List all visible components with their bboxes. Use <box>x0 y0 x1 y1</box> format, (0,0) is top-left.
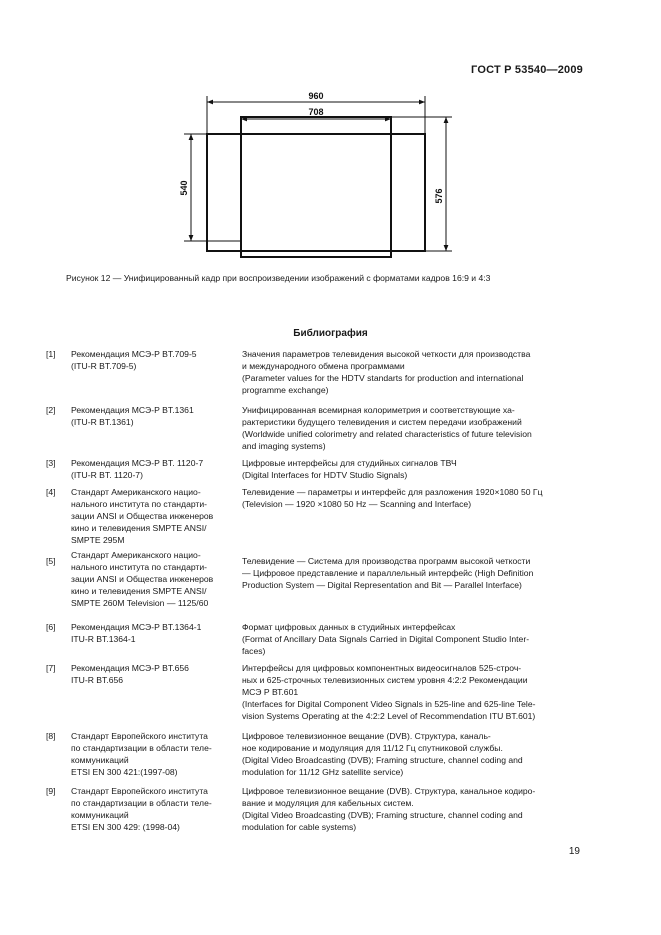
bib-entry-number: [8] <box>46 731 56 741</box>
outer-frame-rect <box>207 134 425 251</box>
bib-entry-description: Формат цифровых данных в студийных интерфейсах (Format of Ancillary Data Signals Carried in Digital Component Studio Inter- faces) <box>242 622 530 656</box>
bib-entry-number: [5] <box>46 556 56 566</box>
bib-entry-number: [9] <box>46 786 56 796</box>
unified-frame-diagram <box>0 0 661 270</box>
bib-entry-source: Стандарт Американского нацио- нального института по стандарти- зации ANSI и Общества инженеров кино и телевидения SMPTE ANSI/ SMPTE 295M <box>71 487 214 545</box>
bib-entry-description: Унифицированная всемирная колориметрия и соответствующие ха- рактеристики будущего телевидения и систем передачи изображений (Worldwide unified colorimetry and related characteristics of future television and imaging systems) <box>242 405 532 451</box>
bib-entry-description: Цифровое телевизионное вещание (DVB). Структура, каналь- ное кодирование и модуляция для 11/12 Гц спутниковой службы. (Digital Video Broadcasting (DVB); Framing structure, channel coding and modulation for 11/12 GHz satellite service) <box>242 731 523 777</box>
bib-entry-description: Цифровое телевизионное вещание (DVB). Структура, канальное кодиро- вание и модуляция для кабельных систем. (Digital Video Broadcasting (DVB); Framing structure, channel coding and modulation for cable systems) <box>242 786 536 832</box>
bib-entry-source: Рекомендация МСЭ-Р BT.709-5 (ITU-R BT.709-5) <box>71 349 197 371</box>
bib-entry-source: Стандарт Европейского института по стандартизации в области теле- коммуникаций ETSI EN 300 421:(1997-08) <box>71 731 212 777</box>
bib-entry-source: Рекомендация МСЭ-Р BT.1361 (ITU-R BT.1361) <box>71 405 194 427</box>
label-576: 576 <box>434 188 444 204</box>
bib-entry-source: Рекомендация МСЭ-Р BT. 1120-7 (ITU-R BT. 1120-7) <box>71 458 204 480</box>
bib-entry-description: Интерфейсы для цифровых компонентных видеосигналов 525-строч- ных и 625-строчных телевизионных систем уровня 4:2:2 Рекомендации МСЭ Р ВТ.601 (Interfaces for Digital Component Video Signals in 525-line and 625-line Tele- vision Systems Operating at the 4:2:2 Level of Recommendation ITU BT.601) <box>242 663 536 721</box>
bib-entry-description: Цифровые интерфейсы для студийных сигналов ТВЧ (Digital Interfaces for HDTV Studio Signals) <box>242 458 457 480</box>
label-708: 708 <box>308 107 324 117</box>
bib-entry-description: Телевидение — параметры и интерфейс для разложения 1920×1080 50 Гц (Television — 1920 ×1080 50 Hz — Scanning and Interface) <box>242 487 543 509</box>
bib-entry-source: Рекомендация МСЭ-Р BT.1364-1 ITU-R BT.1364-1 <box>71 622 202 644</box>
page-number: 19 <box>568 846 580 857</box>
bib-entry-source: Рекомендация МСЭ-Р BT.656 ITU-R BT.656 <box>71 663 189 685</box>
inner-frame-rect <box>241 117 391 257</box>
bib-entry-number: [7] <box>46 663 56 673</box>
bib-entry-number: [3] <box>46 458 56 468</box>
bib-entry-number: [1] <box>46 349 56 359</box>
bib-entry-number: [4] <box>46 487 56 497</box>
bib-entry-source: Стандарт Европейского института по стандартизации в области теле- коммуникаций ETSI EN 300 429: (1998-04) <box>71 786 212 832</box>
figure-caption: Рисунок 12 — Унифицированный кадр при воспроизведении изображений с форматами кадров 16:9 и 4:3 <box>66 273 491 283</box>
label-960: 960 <box>308 91 324 101</box>
label-540: 540 <box>179 180 189 196</box>
bib-entry-description: Телевидение — Система для производства программ высокой четкости — Цифровое представление и параллельный интерфейс (High Definition Production System — Digital Representation and Bit — Parallel Interface) <box>242 556 534 590</box>
document-standard-header: ГОСТ Р 53540—2009 <box>471 64 583 76</box>
bibliography-title: Библиография <box>293 328 368 339</box>
bib-entry-number: [2] <box>46 405 56 415</box>
bib-entry-description: Значения параметров телевидения высокой четкости для производства и международного обмена программами (Parameter values for the HDTV standarts for production and international programme exchange) <box>242 349 531 395</box>
bib-entry-source: Стандарт Американского нацио- нального института по стандарти- зации ANSI и Общества инженеров кино и телевидения SMPTE ANSI/ SMPTE 260M Television — 1125/60 <box>71 550 214 608</box>
bib-entry-number: [6] <box>46 622 56 632</box>
